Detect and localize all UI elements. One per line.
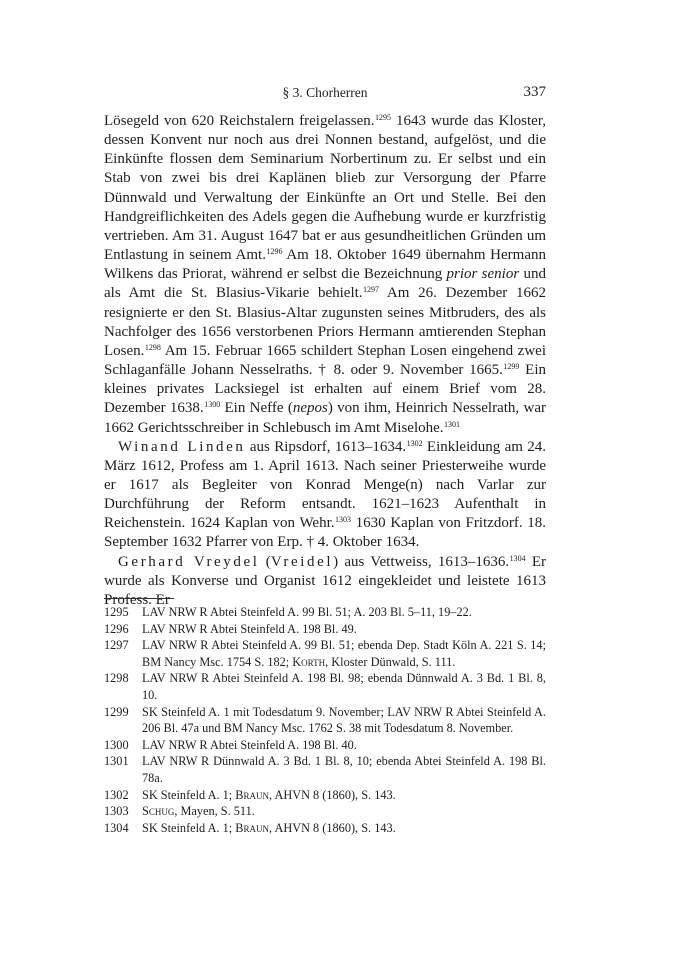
author-name: Braun: [235, 787, 269, 802]
footnote-text-run: , AHVN 8 (1860), S. 143.: [268, 820, 396, 835]
footnote-number: 1300: [104, 737, 129, 752]
footnote-text: [142, 753, 546, 786]
paragraph-gerhard-vreydel: [104, 553, 546, 610]
text-run: 1630 Kaplan von Fritzdorf. 18. September 1632 Pfarrer von Erp. † 4. Oktober 1634.: [104, 515, 546, 551]
footnote: [104, 803, 546, 820]
footnote-text-run: , Kloster Dünwald, S. 111.: [325, 654, 456, 669]
footnote-number: 1302: [104, 787, 129, 802]
text-run: Am 26. Dezember 1662 resignierte er den St. Blasius-Altar zugunsten seines Mitbruders, des als Nachfolger des 1656 verstorbenen Priors Hermann amtierenden Stephan Losen.: [104, 285, 546, 359]
running-title: § 3. Chorherren: [282, 85, 368, 100]
author-name: Schug: [142, 804, 175, 819]
author-name: Korth: [292, 654, 326, 669]
footnote-number: 1298: [104, 671, 129, 686]
footnote-ref: 1296: [266, 247, 283, 257]
footnote-number: 1296: [104, 621, 129, 636]
footnote-text-run: , Mayen, S. 511.: [174, 804, 255, 819]
footnote-ref: 1299: [503, 362, 520, 372]
footnote-text-run: SK Steinfeld A. 1;: [142, 787, 236, 802]
text-run: Am 15. Februar 1665 schildert Stephan Losen eingehend zwei Schlaganfälle Johann Nesselraths. † 8. oder 9. November 1665.: [104, 342, 546, 379]
footnote-text: [142, 787, 546, 804]
footnote-text-run: LAV NRW R Abtei Steinfeld A. 198 Bl. 98; ebenda Dünnwald A. 3 Bd. 1 Bl. 8, 10.: [142, 671, 546, 702]
footnote-number: 1303: [104, 804, 129, 819]
text-run: Lösegeld von 620 Reichstalern freigelassen.: [104, 113, 375, 129]
footnote-ref: 1304: [509, 553, 526, 563]
footnote: [104, 787, 546, 804]
footnotes: [104, 604, 546, 836]
text-run: Er wurde als Konverse und Organist 1612 eingekleidet und leistete 1613 Profess. Er: [104, 553, 547, 608]
person-name: Winand Linden: [118, 438, 246, 455]
italic-term: nepos: [292, 400, 328, 417]
footnote-text-run: SK Steinfeld A. 1 mit Todesdatum 9. November; LAV NRW R Abtei Steinfeld A. 206 Bl. 47a und BM Nancy Msc. 1762 S. 38 mit Todesdatum 8. November.: [142, 704, 546, 736]
text-run: und als Amt die St. Blasius-Vikarie behielt.: [104, 266, 546, 302]
text-run: ) aus Vettweiss, 1613–1636.: [333, 553, 510, 570]
text-run: Ein Neffe (: [220, 400, 293, 417]
footnote-text: [142, 737, 546, 754]
footnote: [104, 753, 546, 786]
footnote-number: 1299: [104, 704, 129, 719]
footnote-text: [142, 820, 546, 837]
text-run: aus Ripsdorf, 1613–1634.: [245, 438, 407, 455]
footnote-ref: 1302: [406, 438, 423, 448]
text-run: Einkleidung am 24. März 1612, Profess am 1. April 1613. Nach seiner Priesterweihe wurde er 1617 als Begleiter von Konrad Menge(n) nach Varlar zur Durchführung der Reform entsandt. 1621–1623 Aufenthalt in Reichenstein. 1624 Kaplan von Wehr.: [104, 438, 547, 532]
author-name: Braun: [235, 820, 269, 835]
paragraph-nesselrath-continued: [104, 112, 546, 438]
footnote-ref: 1301: [444, 419, 461, 429]
footnote: [104, 637, 546, 670]
footnote: [104, 820, 546, 837]
footnote: [104, 604, 546, 621]
main-text: [104, 112, 546, 610]
footnote-text: [142, 604, 546, 621]
footnote-text: [142, 704, 546, 737]
footnote-ref: 1295: [375, 113, 392, 122]
footnote-number: 1301: [104, 754, 129, 769]
text-run: ) von ihm, Heinrich Nesselrath, war 1662 Gerichtsschreiber in Schlebusch im Amt Miselohe.: [104, 400, 546, 436]
footnote-number: 1304: [104, 820, 129, 835]
text-run: Am 18. Oktober 1649 übernahm Hermann Wilkens das Priorat, während er selbst die Bezeichnung: [104, 247, 546, 283]
footnote-text-run: SK Steinfeld A. 1;: [142, 820, 236, 835]
footnote-ref: 1303: [335, 515, 351, 525]
footnote-text-run: LAV NRW R Dünnwald A. 3 Bd. 1 Bl. 8, 10; ebenda Abtei Steinfeld A. 198 Bl. 78a.: [142, 754, 546, 785]
footnote: [104, 737, 546, 754]
footnote-ref: 1297: [363, 285, 380, 295]
footnote: [104, 670, 546, 703]
footnote-number: 1295: [104, 605, 129, 619]
page-number: 337: [523, 84, 546, 100]
footnote-text-run: , AHVN 8 (1860), S. 143.: [268, 787, 396, 802]
footnote-separator: [104, 598, 174, 599]
footnote-number: 1297: [104, 638, 129, 653]
footnote-text: [142, 670, 546, 703]
text-run: 1643 wurde das Kloster, dessen Konvent nur noch aus drei Nonnen bestand, aufgelöst, und die Einkünfte flossen dem Seminarium Norbertinum zu. Er selbst und ein Stab von zwei bis drei Kaplänen blieb zur Versorgung der Pfarre Dünnwald und Verwaltung der Einkünfte an Ort und Stelle. Bei den Handgreiflichkeiten des Adels gegen die Aufhebung wurde er kurzfristig vertrieben. Am 31. August 1647 bat er aus gesundheitlichen Gründen um Entlastung in seinem Amt.: [104, 113, 546, 264]
footnote-ref: 1298: [144, 342, 161, 352]
footnote-text: [142, 637, 546, 670]
running-header: [104, 85, 546, 105]
footnote-text-run: LAV NRW R Abtei Steinfeld A. 198 Bl. 49.: [142, 621, 357, 636]
footnote: [104, 704, 546, 737]
footnote-text: [142, 803, 546, 820]
footnote: [104, 621, 546, 638]
paragraph-winand-linden: [104, 438, 546, 553]
footnote-text-run: LAV NRW R Abtei Steinfeld A. 99 Bl. 51; ebenda Dep. Stadt Köln A. 221 S. 14; BM Nancy Msc. 1754 S. 182;: [142, 638, 546, 669]
text-run: Ein kleines privates Lacksiegel ist erhalten auf einem Brief vom 28. Dezember 1638.: [104, 362, 546, 417]
footnote-text: [142, 621, 546, 638]
italic-term: prior senior: [446, 266, 520, 283]
footnote-ref: 1300: [204, 400, 221, 410]
footnote-text-run: LAV NRW R Abtei Steinfeld A. 198 Bl. 40.: [142, 737, 357, 752]
text-run: (: [259, 553, 271, 570]
person-name: Gerhard Vreydel: [118, 553, 260, 570]
footnote-text-run: LAV NRW R Abtei Steinfeld A. 99 Bl. 51; A. 203 Bl. 5–11, 19–22.: [142, 605, 472, 619]
person-name-variant: Vreidel: [270, 553, 334, 570]
